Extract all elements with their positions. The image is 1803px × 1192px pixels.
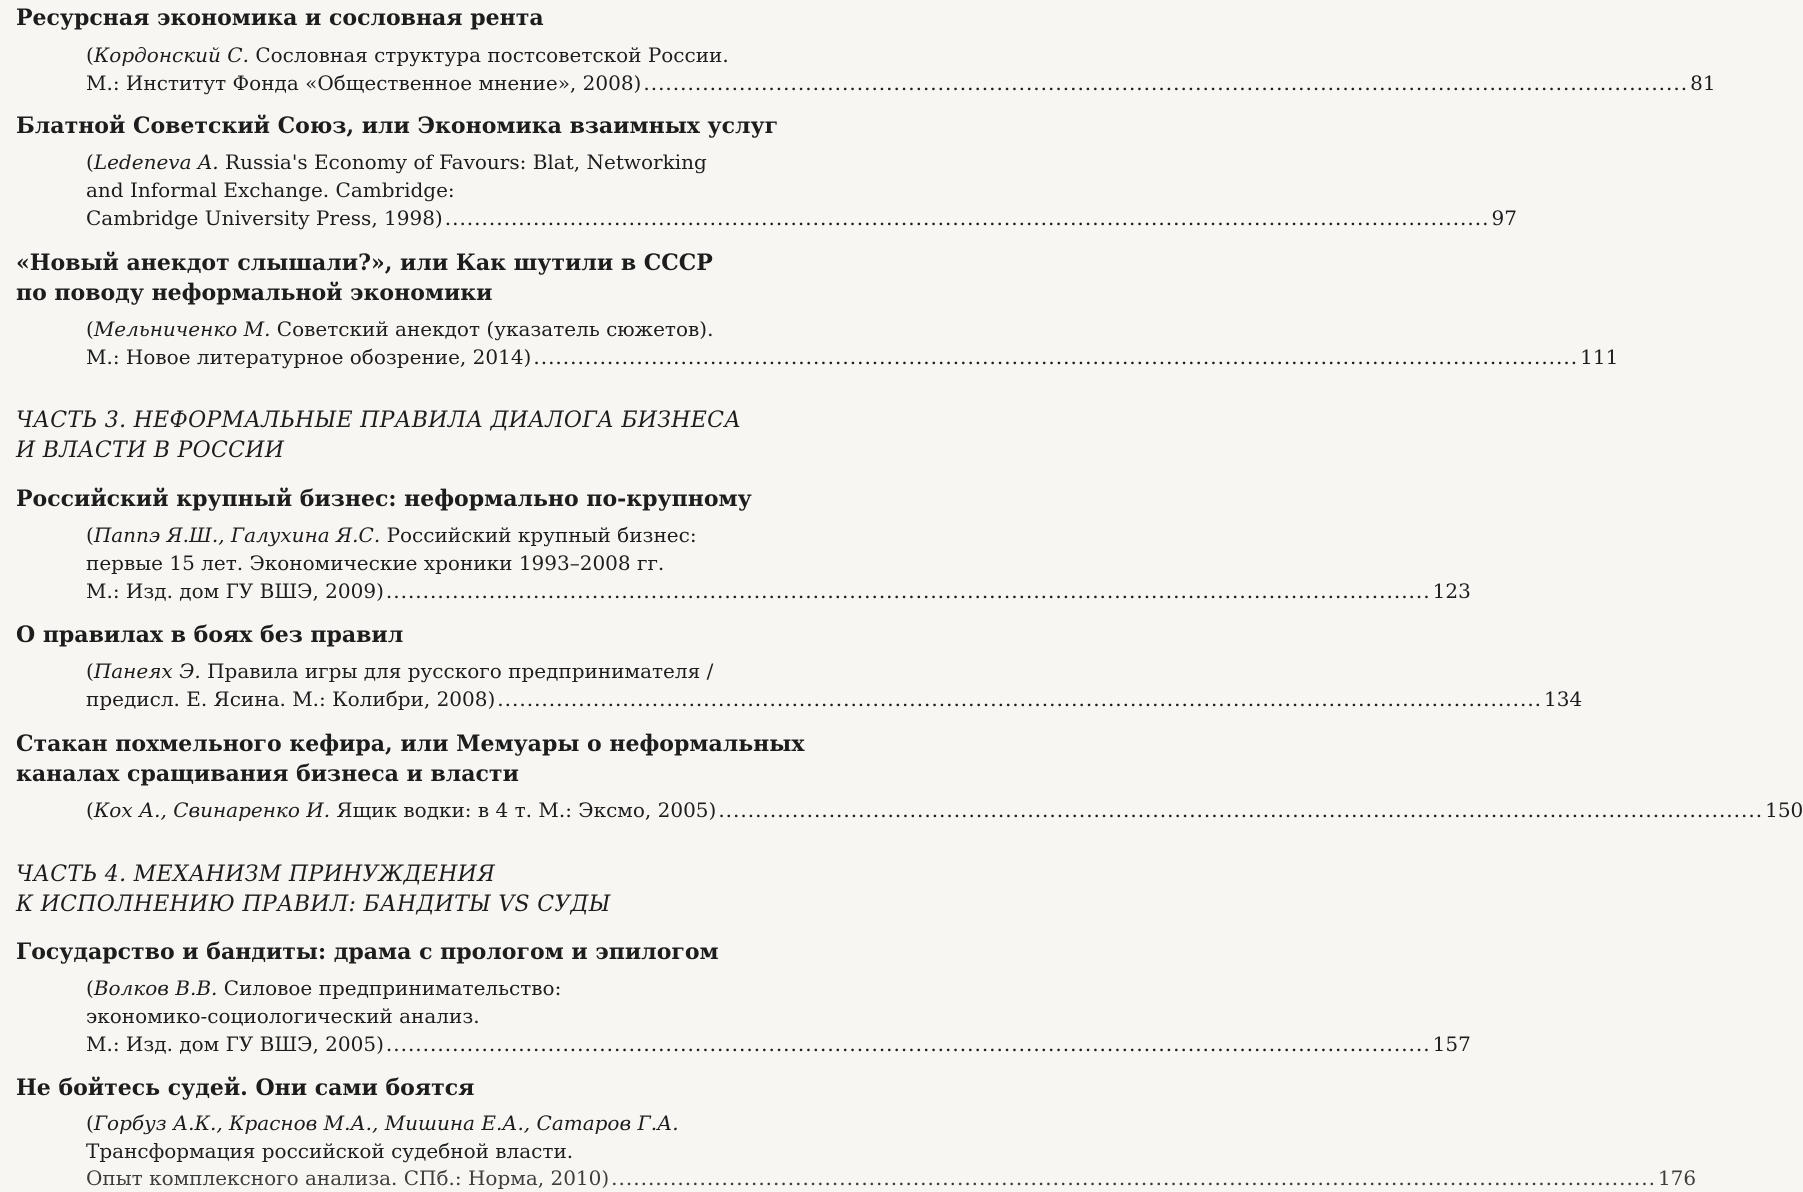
entry-reference-line xyxy=(86,685,1583,713)
entry-reference-text: and Informal Exchange. Cambridge: xyxy=(86,178,455,202)
entry-reference-text: первые 15 лет. Экономические хроники 1993–2008 гг. xyxy=(86,551,665,575)
entry-title: Государство и бандиты: драма с прологом и эпилогом xyxy=(16,939,719,965)
entry-reference-line xyxy=(86,577,1471,605)
entry-reference-line xyxy=(86,1002,784,1030)
entry-reference-text: М.: Новое литературное обозрение, 2014) xyxy=(86,345,532,369)
leader-dots: .............................................................................................................................................. xyxy=(444,206,1490,230)
entry-reference-line xyxy=(86,176,784,204)
entry-page-number: 134 xyxy=(1544,687,1583,711)
entry-reference-text: Силовое предпринимательство: xyxy=(223,976,562,1000)
entry-reference-line xyxy=(86,1164,1697,1192)
entry-author: Ledeneva A. xyxy=(93,150,219,174)
entry-title: «Новый анекдот слышали?», или Как шутили в СССР xyxy=(16,250,713,276)
entry-author: Кох А., Свинаренко И. xyxy=(93,798,331,822)
entry-author: Паппэ Я.Ш., Галухина Я.С. xyxy=(93,523,381,547)
leader-dots: .............................................................................................................................................. xyxy=(385,1032,1431,1056)
entry-reference-line: (Кордонский С. Сословная структура постсоветской России. xyxy=(86,43,729,67)
entry-reference-text: Сословная структура постсоветской России. xyxy=(255,43,729,67)
entry-title: О правилах в боях без правил xyxy=(16,622,404,648)
entry-reference-line xyxy=(86,1030,1471,1058)
entry-reference-text: Russia's Economy of Favours: Blat, Networking xyxy=(225,150,707,174)
entry-reference-text: Cambridge University Press, 1998) xyxy=(86,206,443,230)
entry-author: Кордонский С. xyxy=(93,43,249,67)
entry-reference-line: (Панеях Э. Правила игры для русского предпринимателя / xyxy=(86,659,714,683)
entry-author: Мельниченко М. xyxy=(93,317,271,341)
entry-reference-text: М.: Изд. дом ГУ ВШЭ, 2009) xyxy=(86,579,384,603)
part-heading: К ИСПОЛНЕНИЮ ПРАВИЛ: БАНДИТЫ VS СУДЫ xyxy=(16,892,611,917)
entry-reference-line: (Волков В.В. Силовое предпринимательство: xyxy=(86,976,562,1000)
entry-reference-line xyxy=(86,343,1619,371)
entry-reference-text: Опыт комплексного анализа. СПб.: Норма, 2010) xyxy=(86,1166,610,1190)
entry-page-number: 81 xyxy=(1690,71,1716,95)
entry-page-number: 150 xyxy=(1765,798,1803,822)
part-heading: И ВЛАСТИ В РОССИИ xyxy=(16,438,285,463)
entry-reference-text: Российский крупный бизнес: xyxy=(386,523,697,547)
entry-reference-line: (Паппэ Я.Ш., Галухина Я.С. Российский крупный бизнес: xyxy=(86,523,697,547)
part-heading: ЧАСТЬ 3. НЕФОРМАЛЬНЫЕ ПРАВИЛА ДИАЛОГА БИЗНЕСА xyxy=(16,408,742,433)
entry-author: Волков В.В. xyxy=(93,976,218,1000)
leader-dots: .............................................................................................................................................. xyxy=(611,1166,1656,1190)
leader-dots: .............................................................................................................................................. xyxy=(643,71,1689,95)
entry-reference-text: Советский анекдот (указатель сюжетов). xyxy=(276,317,714,341)
entry-reference-text: экономико-социологический анализ. xyxy=(86,1004,480,1028)
entry-reference-line: (Мельниченко М. Советский анекдот (указатель сюжетов). xyxy=(86,317,714,341)
entry-title: Ресурсная экономика и сословная рента xyxy=(16,5,544,31)
entry-reference-line xyxy=(86,1137,784,1165)
entry-reference-line: (Ledeneva A. Russia's Economy of Favours: Blat, Networking xyxy=(86,150,707,174)
entry-reference-text: М.: Изд. дом ГУ ВШЭ, 2005) xyxy=(86,1032,384,1056)
entry-reference-text: М.: Институт Фонда «Общественное мнение», 2008) xyxy=(86,71,642,95)
entry-title: каналах сращивания бизнеса и власти xyxy=(16,761,519,787)
entry-author: Горбуз А.К., Краснов М.А., Мишина Е.А., Сатаров Г.А. xyxy=(93,1111,679,1135)
entry-title: Не бойтесь судей. Они сами боятся xyxy=(16,1075,475,1101)
entry-reference-line: (Горбуз А.К., Краснов М.А., Мишина Е.А., Сатаров Г.А. xyxy=(86,1111,679,1135)
entry-title: Российский крупный бизнес: неформально по-крупному xyxy=(16,486,752,512)
entry-page-number: 97 xyxy=(1491,206,1517,230)
entry-reference-line xyxy=(86,204,1517,232)
leader-dots: .............................................................................................................................................. xyxy=(497,687,1543,711)
entry-page-number: 123 xyxy=(1432,579,1471,603)
entry-reference-text: Ящик водки: в 4 т. М.: Эксмо, 2005) xyxy=(336,798,717,822)
entry-title: по поводу неформальной экономики xyxy=(16,280,493,306)
entry-reference-line xyxy=(86,549,784,577)
entry-reference-text: Трансформация российской судебной власти. xyxy=(86,1139,574,1163)
part-heading: ЧАСТЬ 4. МЕХАНИЗМ ПРИНУЖДЕНИЯ xyxy=(16,862,496,887)
entry-page-number: 111 xyxy=(1580,345,1619,369)
entry-page-number: 176 xyxy=(1657,1166,1697,1190)
leader-dots: .............................................................................................................................................. xyxy=(385,579,1431,603)
entry-page-number: 157 xyxy=(1432,1032,1471,1056)
entry-title: Стакан похмельного кефира, или Мемуары о неформальных xyxy=(16,731,805,757)
entry-reference-line: (Кох А., Свинаренко И. Ящик водки: в 4 т. М.: Эксмо, 2005) .............................................................................................................................................. 150 xyxy=(86,798,1803,822)
entry-reference-line xyxy=(86,69,1716,97)
entry-author: Панеях Э. xyxy=(93,659,201,683)
entry-reference-text: предисл. Е. Ясина. М.: Колибри, 2008) xyxy=(86,687,496,711)
entry-title: Блатной Советский Союз, или Экономика взаимных услуг xyxy=(16,113,779,139)
leader-dots: .............................................................................................................................................. xyxy=(533,345,1579,369)
leader-dots: .............................................................................................................................................. xyxy=(718,798,1764,822)
entry-reference-text: Правила игры для русского предпринимателя / xyxy=(207,659,714,683)
